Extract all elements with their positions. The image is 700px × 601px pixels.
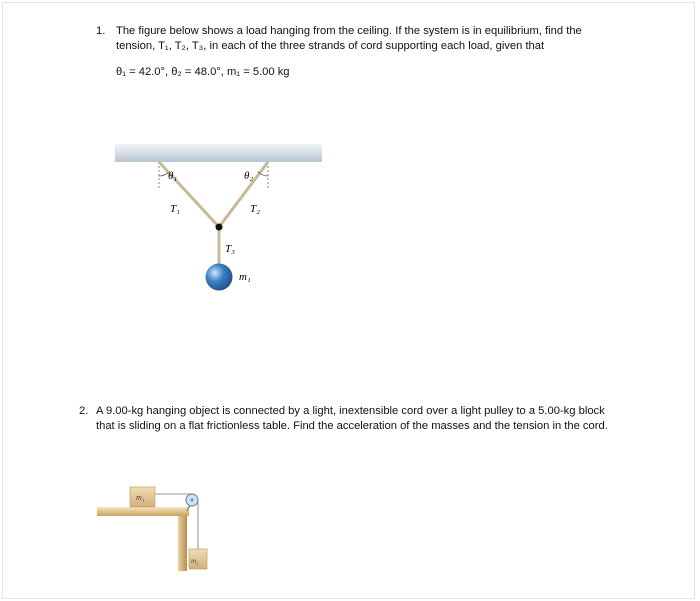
problem-1-text: The figure below shows a load hanging from the ceiling. If the system is in equilibrium, find the tension, T₁, T₂, T₃, in each of the three strands of cord supporting each load, given that xyxy=(116,25,582,52)
block-m1-label: m₁ xyxy=(136,493,145,502)
block-m2-label: m₂ xyxy=(191,557,199,565)
problem-2 xyxy=(79,404,619,433)
problem-1-number: 1. xyxy=(96,25,106,37)
table-leg xyxy=(178,516,187,571)
t1-label: T₁ xyxy=(170,203,180,215)
ceiling xyxy=(115,144,322,162)
table-top xyxy=(97,507,189,516)
mass-m1 xyxy=(206,264,233,291)
figure-pulley-system xyxy=(95,478,225,578)
problem-2-text: A 9.00-kg hanging object is connected by a light, inextensible cord over a light pulley to a 5.00-kg block that is sliding on a flat frictionless table. Find the acceleration of the masses and the tension in the cord. xyxy=(96,405,608,432)
theta1-label: θ₁ xyxy=(168,170,178,182)
t2-label: T₂ xyxy=(250,203,260,215)
m1-label: m₁ xyxy=(239,271,251,283)
problem-2-number: 2. xyxy=(79,405,89,417)
t3-label: T₃ xyxy=(225,243,235,255)
theta2-label: θ₂ xyxy=(244,170,254,182)
knot xyxy=(216,224,223,231)
problem-1 xyxy=(96,24,616,80)
problem-1-given-values: θ₁ = 42.0°, θ₂ = 48.0°, m₁ = 5.00 kg xyxy=(116,66,290,78)
pulley-axle xyxy=(191,499,194,502)
figure-hanging-load xyxy=(112,142,324,292)
